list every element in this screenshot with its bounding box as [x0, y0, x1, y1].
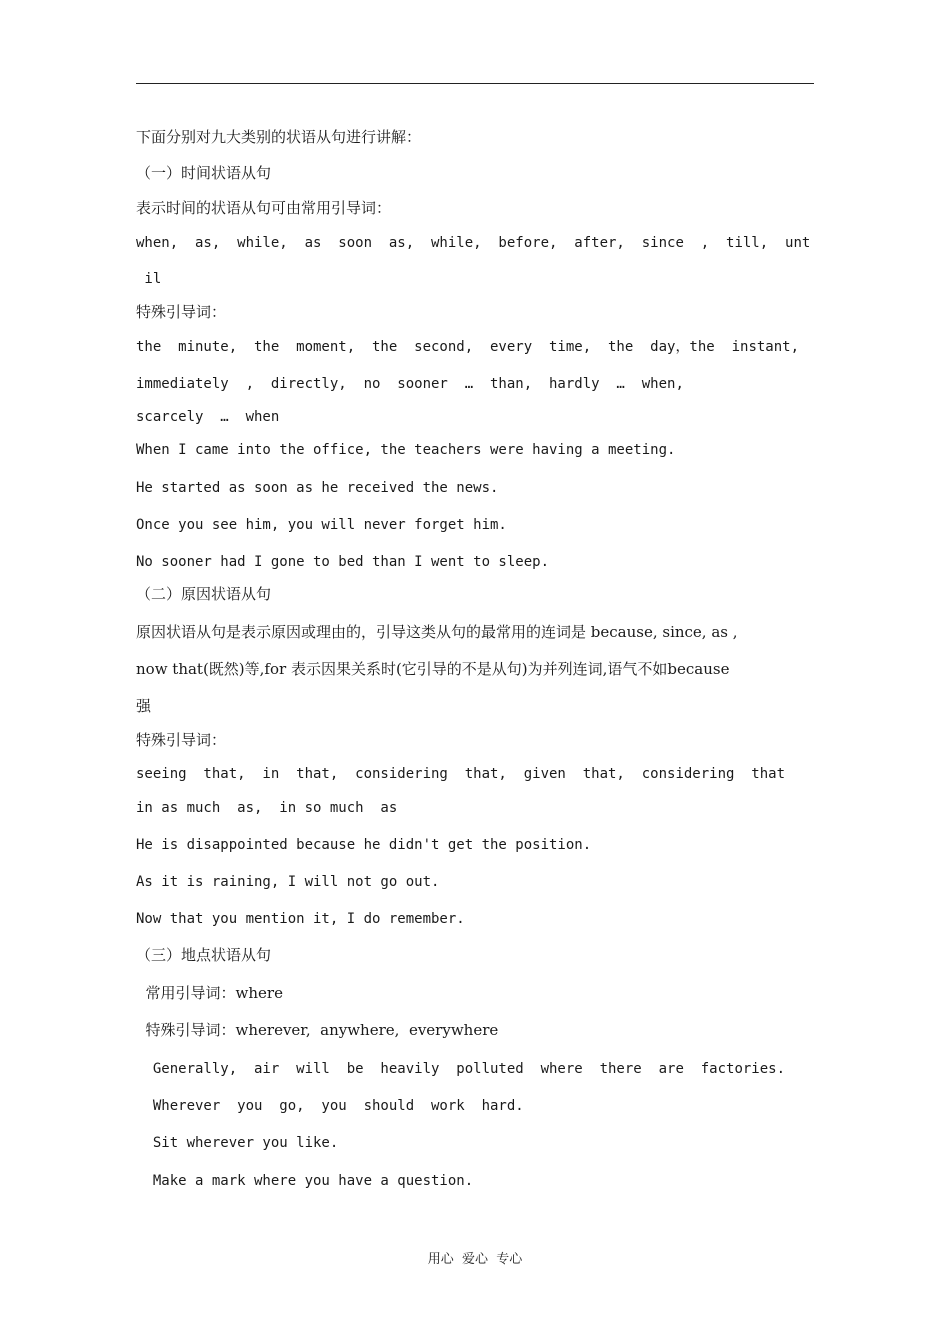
- example-sentence: Once you see him, you will never forget him.: [136, 517, 507, 533]
- body-line: now that(既然)等,for 表示因果关系时(它引导的不是从句)为并列连词,语气不如because: [136, 660, 730, 678]
- body-line: il: [136, 271, 162, 287]
- body-line: seeing that, in that, considering that, given that, considering that: [136, 766, 786, 782]
- page-footer: 用心 爱心 专心: [427, 1252, 523, 1267]
- body-line: 原因状语从句是表示原因或理由的，引导这类从句的最常用的连词是 because, since, as ,: [136, 623, 738, 641]
- example-sentence: Wherever you go, you should work hard.: [136, 1098, 524, 1114]
- body-line: 常用引导词：where: [136, 984, 283, 1002]
- section-heading-reason: （二）原因状语从句: [136, 585, 272, 603]
- example-sentence: He is disappointed because he didn't get the position.: [136, 837, 592, 853]
- example-sentence: Now that you mention it, I do remember.: [136, 911, 465, 927]
- example-sentence: He started as soon as he received the news.: [136, 480, 499, 496]
- body-line: scarcely … when: [136, 409, 280, 425]
- body-line: 表示时间的状语从句可由常用引导词：: [136, 199, 392, 217]
- body-line: when, as, while, as soon as, while, before, after, since , till, unt: [136, 235, 811, 251]
- subheading-special: 特殊引导词：: [136, 303, 227, 321]
- body-line: immediately , directly, no sooner … than, hardly … when,: [136, 376, 684, 392]
- example-sentence: As it is raining, I will not go out.: [136, 874, 440, 890]
- example-sentence: No sooner had I gone to bed than I went to sleep.: [136, 554, 550, 570]
- body-line: 强: [136, 697, 152, 715]
- body-line: 特殊引导词：wherever, anywhere, everywhere: [136, 1021, 499, 1039]
- example-sentence: When I came into the office, the teachers were having a meeting.: [136, 442, 676, 458]
- section-heading-time: （一）时间状语从句: [136, 164, 272, 182]
- example-sentence: Sit wherever you like.: [136, 1135, 339, 1151]
- intro-line: 下面分别对九大类别的状语从句进行讲解：: [136, 128, 422, 146]
- body-line: in as much as, in so much as: [136, 800, 398, 816]
- example-sentence: Make a mark where you have a question.: [136, 1173, 474, 1189]
- body-line: the minute, the moment, the second, every time, the day，the instant,: [136, 339, 800, 355]
- header-rule: [136, 83, 814, 84]
- example-sentence: Generally, air will be heavily polluted where there are factories.: [136, 1061, 786, 1077]
- subheading-special: 特殊引导词：: [136, 731, 227, 749]
- section-heading-place: （三）地点状语从句: [136, 946, 272, 964]
